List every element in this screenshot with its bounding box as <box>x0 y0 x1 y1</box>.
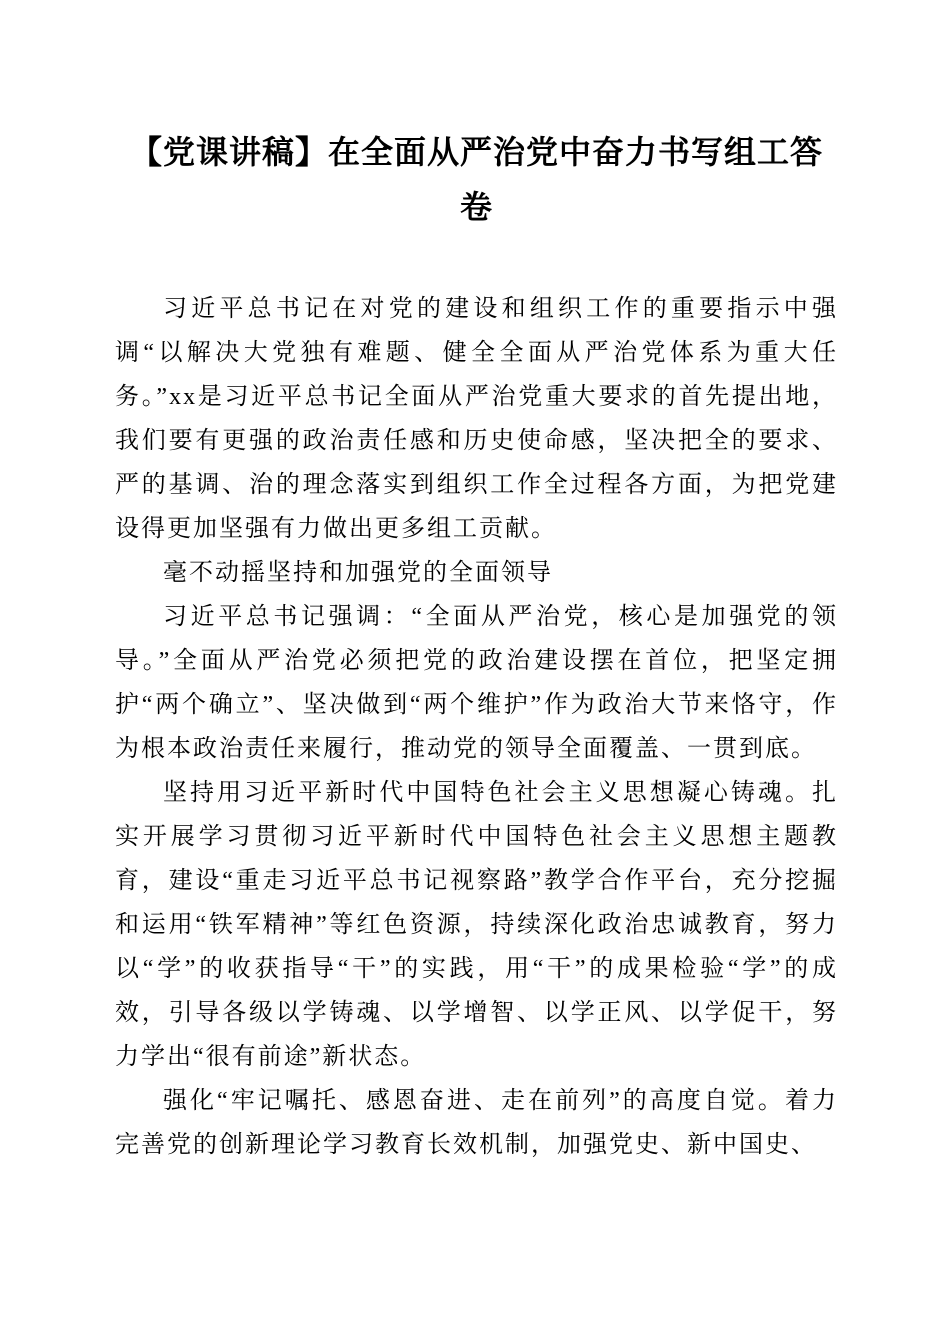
document-title: 【党课讲稿】在全面从严治党中奋力书写组工答卷 <box>129 134 823 226</box>
paragraph-ideology-education: 坚持用习近平新时代中国特色社会主义思想凝心铸魂。扎实开展学习贯彻习近平新时代中国特色社会主义思想主题教育，建设“重走习近平总书记视察路”教学合作平台，充分挖掘和运用“铁军精神”等红色资源，持续深化政治忠诚教育，努力以“学”的收获指导“干”的实践，用“干”的成果检验“学”的成效，引导各级以学铸魂、以学增智、以学正风、以学促干，努力学出“很有前途”新状态。 <box>115 780 838 1071</box>
paragraph-intro: 习近平总书记在对党的建设和组织工作的重要指示中强调“以解决大党独有难题、健全全面从严治党体系为重大任务。”xx是习近平总书记全面从严治党重大要求的首先提出地，我们要有更强的政治责任感和历史使命感，坚决把全的要求、严的基调、治的理念落实到组织工作全过程各方面，为把党建设得更加坚强有力做出更多组工贡献。 <box>115 296 838 543</box>
paragraph-section-heading: 毫不动摇坚持和加强党的全面领导 <box>163 560 553 587</box>
paragraph-quote-leadership: 习近平总书记强调：“全面从严治党，核心是加强党的领导。”全面从严治党必须把党的政治建设摆在首位，把坚定拥护“两个确立”、坚决做到“两个维护”作为政治大节来恪守，作为根本政治责任来履行，推动党的领导全面覆盖、一贯到底。 <box>115 604 838 763</box>
document-body <box>115 287 838 1167</box>
paragraph-self-awareness: 强化“牢记嘱托、感恩奋进、走在前列”的高度自觉。着力完善党的创新理论学习教育长效机制，加强党史、新中国史、 <box>115 1088 838 1159</box>
